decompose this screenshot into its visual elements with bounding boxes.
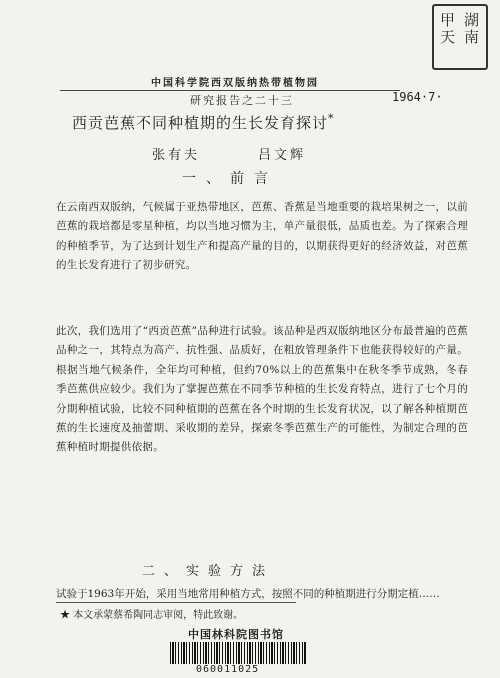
document-title bbox=[72, 112, 452, 133]
institute-header: 中国科学院西双版纳热带植物园 bbox=[151, 78, 319, 89]
header-divider bbox=[60, 90, 400, 91]
stamp-line-1: 湖南 bbox=[462, 12, 480, 46]
paragraph-3: 试验于1963年开始，采用当地常用种植方式，按照不同的种植期进行分期定植…… bbox=[56, 588, 440, 600]
report-date: 1964·7· bbox=[392, 90, 443, 104]
barcode bbox=[170, 642, 306, 664]
report-series: 研究报告之二十三 bbox=[190, 94, 294, 107]
author-line bbox=[152, 144, 364, 163]
footnote: ★ 本文承蒙蔡希陶同志审阅，特此致谢。 bbox=[60, 610, 244, 621]
title-text: 西贡芭蕉不同种植期的生长发育探讨 bbox=[72, 114, 329, 132]
barcode-number: 060011025 bbox=[196, 664, 260, 675]
footnote-divider bbox=[56, 602, 296, 603]
stamp-line-2: 甲天 bbox=[438, 12, 456, 46]
library-stamp bbox=[432, 4, 488, 70]
section-heading-preface: 一、前言 bbox=[182, 171, 278, 187]
author-2: 吕文辉 bbox=[258, 148, 307, 163]
paragraph-1: 在云南西双版纳，气候属于亚热带地区，芭蕉、香蕉是当地重要的栽培果树之一，以前芭蕉的栽培都是零星种植，均以当地习惯为主，单产量很低，品质也差。为了探索合理的种植季节，为了达到计划生产和提高产量的目的，以期获得更好的经济效益，对芭蕉的生长发育进行了初步研究。 bbox=[56, 201, 468, 272]
section-heading-methods: 二、实验方法 bbox=[142, 564, 275, 579]
paragraph-2: 此次，我们选用了“西贡芭蕉”品种进行试验。该品种是西双版纳地区分布最普遍的芭蕉品种之一，其特点为高产、抗性强、品质好，在粗放管理条件下也能获得较好的产量。根据当地气候条件，全年均可种植，但约70%以上的芭蕉集中在秋冬季节成熟，冬春季芭蕉供应较少。我们为了掌握芭蕉在不同季节种植的生长发育特点，进行了七个月的分期种植试验，比较不同种植期的芭蕉在各个时期的生长发育状况，以了解各种植期芭蕉的生长速度及抽蕾期、采收期的差异，探索冬季芭蕉生产的可能性，为制定合理的芭蕉种植时期提供依据。 bbox=[56, 325, 468, 454]
library-name: 中国林科院图书馆 bbox=[188, 628, 284, 641]
author-1: 张有夫 bbox=[152, 148, 201, 163]
title-footnote-mark: * bbox=[328, 112, 335, 125]
